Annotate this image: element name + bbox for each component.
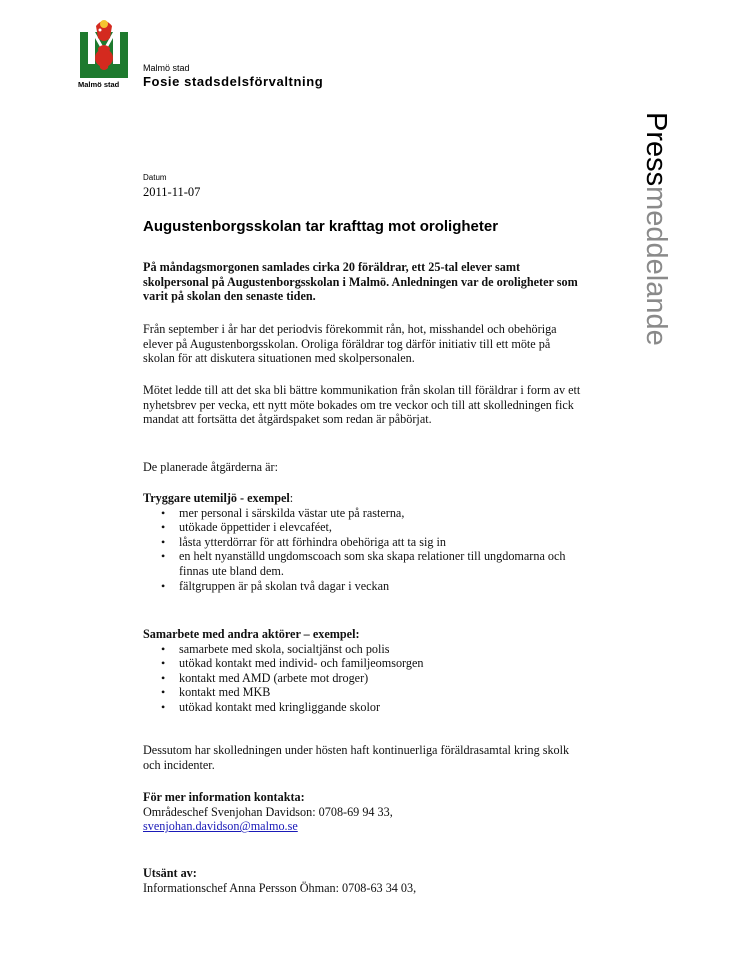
press-release-side-label	[641, 112, 670, 346]
side-label-dark: Press	[640, 112, 672, 187]
org-city: Malmö stad	[143, 63, 190, 73]
list2	[143, 642, 583, 715]
sent-heading: Utsänt av:	[143, 866, 197, 880]
list-item: • utökad kontakt med kringliggande skolor	[143, 700, 583, 715]
contact-line: Områdeschef Svenjohan Davidson: 0708-69 94 33,	[143, 804, 393, 819]
logo-text: Malmö stad	[78, 80, 120, 89]
contact-section	[143, 790, 583, 834]
list-item: • mer personal i särskilda västar ute på rasterna,	[143, 506, 583, 521]
lead-paragraph: På måndagsmorgonen samlades cirka 20 föräldrar, ett 25-tal elever samt skolpersonal på Augustenborgsskolan i Malmö. Anledningen var de oroligheter som varit på skolan den senaste tiden.	[143, 260, 578, 304]
list-item: • fältgruppen är på skolan två dagar i veckan	[143, 579, 583, 594]
list-item: • låsta ytterdörrar för att förhindra obehöriga att ta sig in	[143, 535, 583, 550]
headline: Augustenborgsskolan tar krafttag mot oroligheter	[143, 218, 499, 235]
paragraph-4: Dessutom har skolledningen under hösten haft kontinuerliga föräldrasamtal kring skolk och incidenter.	[143, 743, 570, 772]
contact-email-link[interactable]: svenjohan.davidson@malmo.se	[143, 819, 298, 834]
list2-heading: Samarbete med andra aktörer – exempel:	[143, 627, 360, 641]
list-item: • utökad kontakt med individ- och familjeomsorgen	[143, 656, 583, 671]
list-item: • kontakt med MKB	[143, 685, 583, 700]
paragraph-2: Mötet ledde till att det ska bli bättre kommunikation från skolan till föräldrar i form av ett nyhetsbrev per vecka, ett nytt möte bokades om tre veckor och till att skolledningen fick mandat att fortsätta det åtgärdspaket som redan är påbörjat.	[143, 383, 581, 427]
sent-by-section	[143, 866, 583, 895]
list1-heading: Tryggare utemiljö - exempel	[143, 491, 290, 505]
sent-line: Informationschef Anna Persson Öhman: 0708-63 34 03,	[143, 880, 417, 895]
contact-heading: För mer information kontakta:	[143, 790, 305, 804]
paragraph-1: Från september i år har det periodvis förekommit rån, hot, misshandel och obehöriga elever på Augustenborgsskolan. Oroliga föräldrar tog därför initiativ till ett möte på skolan för att diskutera situationen med skolpersonalen.	[143, 322, 557, 366]
paragraph-3: De planerade åtgärderna är:	[143, 460, 278, 474]
org-name: Fosie stadsdelsförvaltning	[143, 74, 324, 89]
date-value: 2011-11-07	[143, 185, 201, 199]
date-label: Datum	[143, 173, 167, 182]
list-item: • en helt nyanställd ungdomscoach som ska skapa relationer till ungdomarna och finnas ute bland dem.	[143, 549, 583, 578]
measures-list-collaboration	[143, 627, 583, 715]
list1	[143, 506, 583, 594]
measures-list-outdoor: Tryggare utemiljö - exempel: • mer personal i särskilda västar ute på rasterna, • utökade öppettider i elevcaféet, • låsta ytterdörrar för att förhindra obehöriga att ta sig in • en helt nyanställd ungdomscoach som ska skapa relationer till ungdomarna och finnas ute bland dem. • fältgruppen är på skolan två dagar i veckan	[143, 491, 583, 593]
list-item: • kontakt med AMD (arbete mot droger)	[143, 671, 583, 686]
list-item: • utökade öppettider i elevcaféet,	[143, 520, 583, 535]
side-label-light: meddelande	[640, 186, 672, 346]
griffin-crest-icon	[78, 18, 130, 80]
list-item: • samarbete med skola, socialtjänst och polis	[143, 642, 583, 657]
